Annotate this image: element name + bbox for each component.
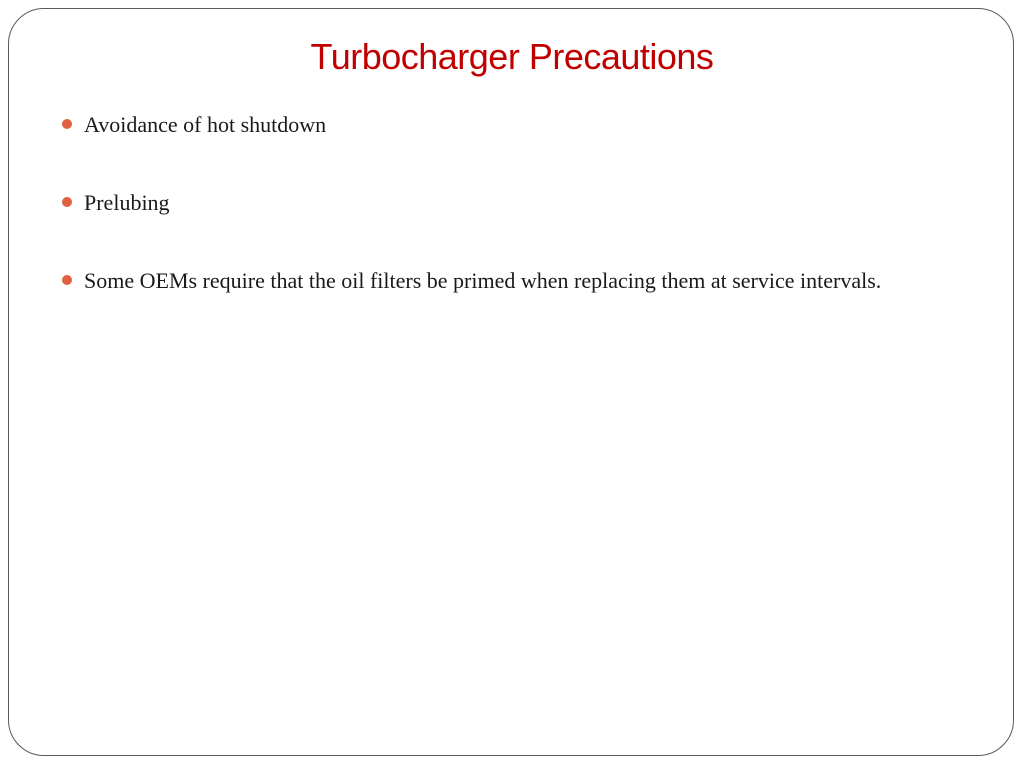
- bullet-list: [62, 108, 942, 342]
- bullet-dot-icon: [62, 197, 72, 207]
- bullet-dot-icon: [62, 275, 72, 285]
- slide-title: Turbocharger Precautions: [310, 36, 714, 77]
- bullet-text: Some OEMs require that the oil filters be primed when replacing them at service intervals.: [84, 268, 882, 293]
- bullet-item: [62, 186, 942, 219]
- bullet-item: [62, 108, 942, 141]
- bullet-text: Prelubing: [84, 190, 170, 215]
- bullet-text: Avoidance of hot shutdown: [84, 112, 327, 137]
- bullet-dot-icon: [62, 119, 72, 129]
- bullet-item: [62, 264, 942, 297]
